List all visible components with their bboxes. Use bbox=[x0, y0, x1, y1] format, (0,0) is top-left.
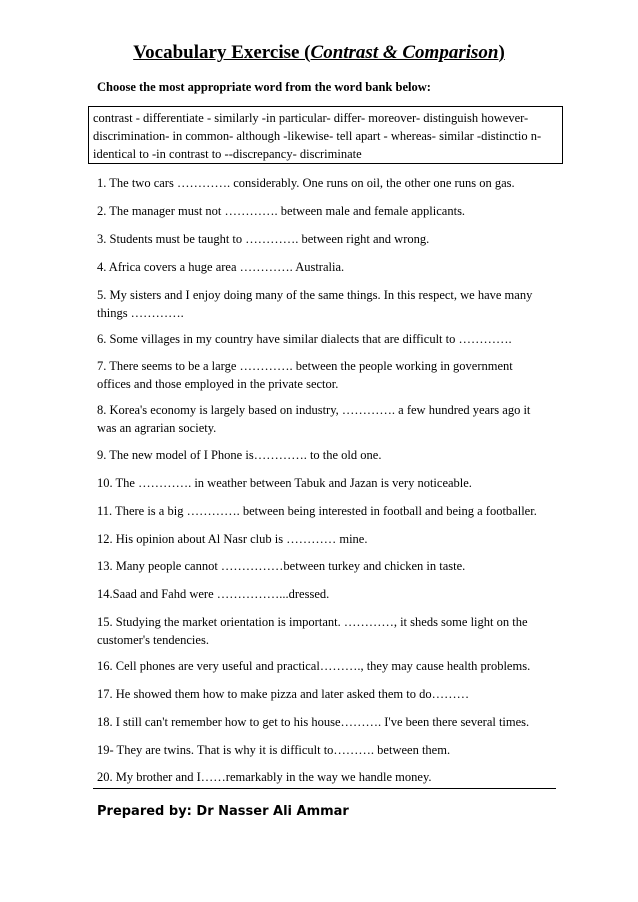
question-4: 4. Africa covers a huge area …………. Australia. bbox=[97, 260, 345, 274]
question-10: 10. The …………. in weather between Tabuk and Jazan is very noticeable. bbox=[97, 476, 472, 490]
title-end: ) bbox=[498, 42, 505, 63]
instruction: Choose the most appropriate word from the word bank below: bbox=[97, 80, 431, 94]
word-bank-line: contrast - differentiate - similarly -in particular- differ- moreover- distinguish however- bbox=[93, 111, 529, 125]
question-20: 20. My brother and I……remarkably in the way we handle money. bbox=[97, 770, 432, 784]
question-3: 3. Students must be taught to …………. between right and wrong. bbox=[97, 232, 430, 246]
page-title bbox=[0, 42, 638, 64]
question-11: 11. There is a big …………. between being interested in football and being a footballer. bbox=[97, 504, 537, 518]
question-5: 5. My sisters and I enjoy doing many of the same things. In this respect, we have many things …………. bbox=[97, 288, 533, 320]
question-16: 16. Cell phones are very useful and practical………., they may cause health problems. bbox=[97, 659, 531, 673]
question-6: 6. Some villages in my country have similar dialects that are difficult to …………. bbox=[97, 332, 512, 346]
question-12: 12. His opinion about Al Nasr club is ………… mine. bbox=[97, 532, 368, 546]
question-8: 8. Korea's economy is largely based on industry, …………. a few hundred years ago it was an agrarian society. bbox=[97, 403, 531, 435]
word-bank-line: identical to -in contrast to --discrepancy- discriminate bbox=[93, 147, 362, 161]
question-2: 2. The manager must not …………. between male and female applicants. bbox=[97, 204, 466, 218]
question-15: 15. Studying the market orientation is important. …………, it sheds some light on the customer's tendencies. bbox=[97, 615, 528, 647]
question-14: 14.Saad and Fahd were ……………...dressed. bbox=[97, 587, 330, 601]
divider-line bbox=[93, 788, 556, 789]
question-13: 13. Many people cannot ……………between turkey and chicken in taste. bbox=[97, 559, 466, 573]
question-18: 18. I still can't remember how to get to his house………. I've been there several times. bbox=[97, 715, 530, 729]
word-bank-line: discrimination- in common- although -likewise- tell apart - whereas- similar -distinctio n- bbox=[93, 129, 542, 143]
author-credit: Prepared by: Dr Nasser Ali Ammar bbox=[97, 804, 349, 819]
question-1: 1. The two cars …………. considerably. One runs on oil, the other one runs on gas. bbox=[97, 176, 515, 190]
title-italic: Contrast & Comparison bbox=[310, 42, 499, 63]
title-main: Vocabulary Exercise ( bbox=[133, 42, 311, 63]
question-7: 7. There seems to be a large …………. between the people working in government offices and those employed in the private sector. bbox=[97, 359, 513, 391]
question-19: 19- They are twins. That is why it is difficult to………. between them. bbox=[97, 743, 451, 757]
question-9: 9. The new model of I Phone is…………. to the old one. bbox=[97, 448, 382, 462]
word-bank bbox=[88, 106, 563, 164]
question-17: 17. He showed them how to make pizza and later asked them to do……… bbox=[97, 687, 470, 701]
